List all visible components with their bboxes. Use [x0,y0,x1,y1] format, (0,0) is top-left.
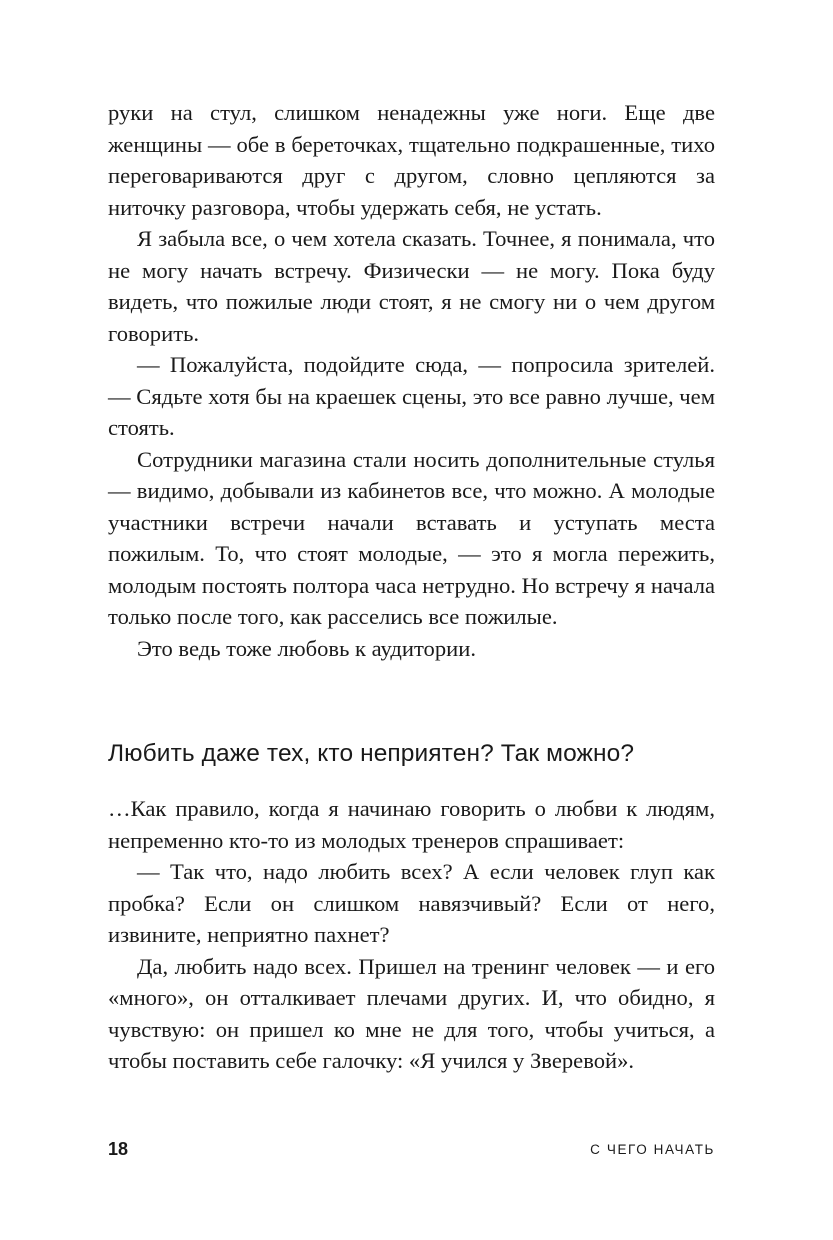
section-heading: Любить даже тех, кто неприятен? Так можно? [108,740,635,767]
body-text-block [108,97,715,664]
paragraph: — Так что, надо любить всех? А если человек глуп как пробка? Если он слишком навязчивый? Если от него, извините, неприятно пахнет? [108,859,715,947]
paragraph: руки на стул, слишком ненадежны уже ноги. Еще две женщины — обе в береточках, тщательно подкрашенные, тихо переговариваются друг с другом, словно цепляются за ниточку разговора, чтобы удержать себя, не устать. [108,100,715,220]
paragraph: …Как правило, когда я начинаю говорить о любви к людям, непременно кто-то из молодых тренеров спрашивает: [108,796,715,853]
body-text-block [108,793,715,1077]
paragraph: Это ведь тоже любовь к аудитории. [137,635,476,661]
paragraph: Сотрудники магазина стали носить дополнительные стулья — видимо, добывали из кабинетов все, что можно. А молодые участники встречи начали вставать и уступать места пожилым. То, что стоят молодые, — это я могла пережить, молодым постоять полтора часа нетрудно. Но встречу я начала только после того, как расселись все пожилые. [108,446,715,629]
paragraph: — Пожалуйста, подойдите сюда, — попросила зрителей. — Сядьте хотя бы на краешек сцены, это все равно лучше, чем стоять. [108,352,715,440]
page-number: 18 [108,1139,129,1159]
paragraph: Да, любить надо всех. Пришел на тренинг человек — и его «много», он отталкивает плечами других. И, что обидно, я чувствую: он пришел ко мне не для того, чтобы учиться, а чтобы поставить себе галочку: «Я учился у Зверевой». [108,953,715,1073]
running-footer-title: С ЧЕГО НАЧАТЬ [590,1142,715,1157]
book-page [108,0,715,1240]
paragraph: Я забыла все, о чем хотела сказать. Точнее, я понимала, что не могу начать встречу. Физически — не могу. Пока буду видеть, что пожилые люди стоят, я не смогу ни о чем другом говорить. [108,226,715,346]
